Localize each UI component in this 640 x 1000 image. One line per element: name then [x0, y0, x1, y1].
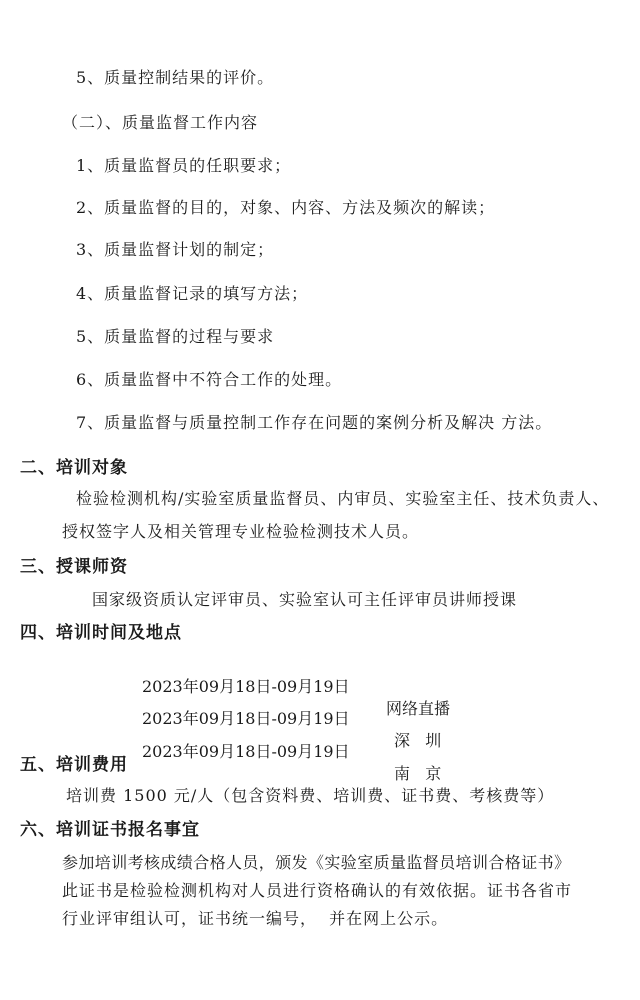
- certificate-line: 此证书是检验检测机构对人员进行资格确认的有效依据。证书各省市: [62, 881, 573, 900]
- fees-text: 培训费 1500 元/人（包含资料费、培训费、证书费、考核费等）: [66, 786, 555, 805]
- schedule-place: 南 京: [394, 764, 442, 783]
- section-heading-time-location: 四、培训时间及地点: [20, 623, 182, 643]
- instructors-text: 国家级资质认定评审员、实验室认可主任评审员讲师授课: [92, 590, 518, 609]
- schedule-date: 2023年09月18日-09月19日: [142, 677, 350, 696]
- schedule-place: 深 圳: [394, 731, 442, 750]
- trainees-line: 检验检测机构/实验室质量监督员、内审员、实验室主任、技术负责人、: [76, 489, 610, 508]
- list-item-quality-control-evaluation: 5、质量控制结果的评价。: [76, 68, 275, 87]
- section-heading-certificate: 六、培训证书报名事宜: [20, 820, 200, 840]
- certificate-line: 行业评审组认可，证书统一编号， 并在网上公示。: [62, 909, 449, 928]
- schedule-date: 2023年09月18日-09月19日: [142, 709, 350, 728]
- certificate-line: 参加培训考核成绩合格人员，颁发《实验室质量监督员培训合格证书》: [62, 853, 571, 872]
- section-heading-instructors: 三、授课师资: [20, 557, 128, 577]
- schedule-place: 网络直播: [386, 699, 451, 718]
- list-item: 3、质量监督计划的制定；: [76, 240, 275, 259]
- section-heading-trainees: 二、培训对象: [20, 458, 128, 478]
- list-item: 2、质量监督的目的，对象、内容、方法及频次的解读；: [76, 198, 496, 217]
- list-item: 6、质量监督中不符合工作的处理。: [76, 370, 343, 389]
- subsection-title-supervision-content: （二）、质量监督工作内容: [62, 113, 259, 132]
- list-item: 5、质量监督的过程与要求: [76, 327, 275, 346]
- list-item: 4、质量监督记录的填写方法；: [76, 284, 309, 303]
- schedule-date: 2023年09月18日-09月19日: [142, 742, 350, 761]
- list-item: 1、质量监督员的任职要求；: [76, 156, 292, 175]
- trainees-line: 授权签字人及相关管理专业检验检测技术人员。: [62, 522, 420, 541]
- section-heading-fees: 五、培训费用: [20, 755, 128, 775]
- list-item: 7、质量监督与质量控制工作存在问题的案例分析及解决 方法。: [76, 413, 553, 432]
